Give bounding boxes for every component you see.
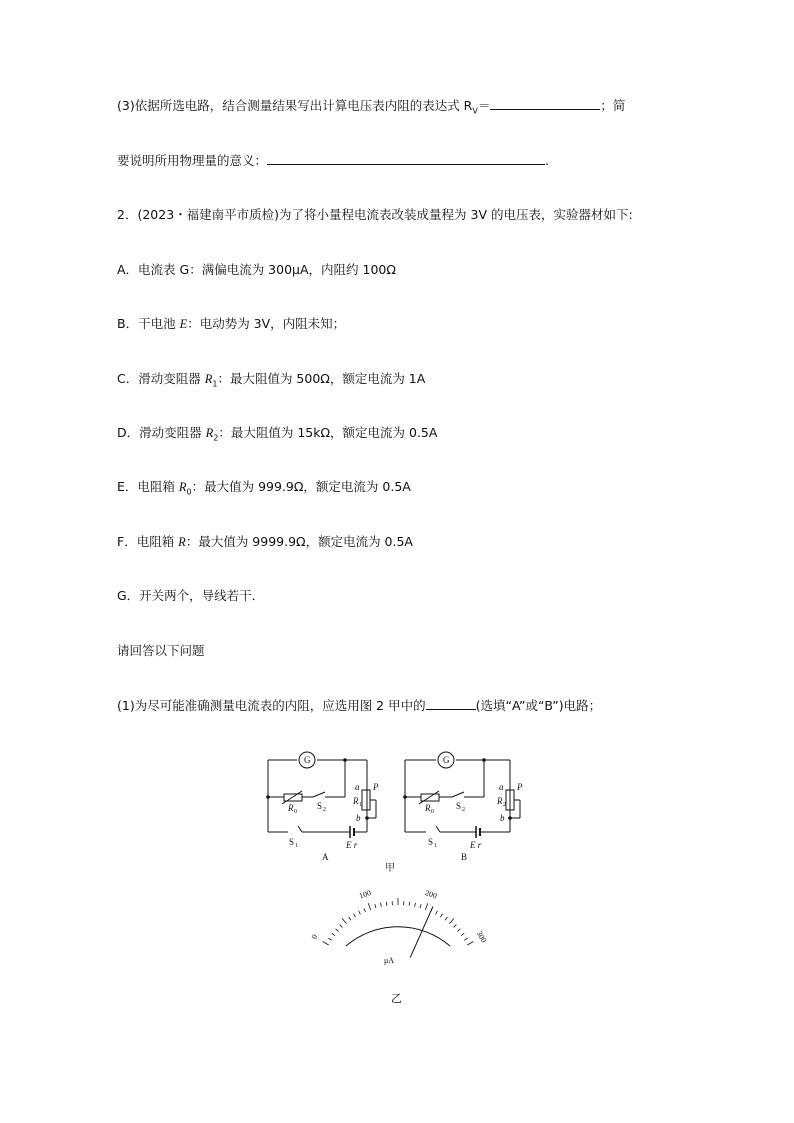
meter-tick (467, 942, 473, 946)
meter-tick (420, 904, 421, 908)
item-a: A．电流表 G：满偏电流为 300μA，内阻约 100Ω (117, 262, 396, 277)
q3b-line (117, 152, 549, 169)
label-yi: 乙 (391, 993, 402, 1005)
answer-blank-meaning[interactable] (267, 152, 545, 165)
circuit-figure (0, 740, 794, 1010)
item-f-post: ：最大值为 9999.9Ω，额定电流为 0.5A (185, 534, 413, 549)
q3-sub: V (472, 106, 478, 116)
label-r1: R (353, 796, 359, 806)
switch-s2-a-icon (313, 792, 325, 797)
label-r0-a-sub: 0 (294, 809, 297, 815)
ammeter-dial (346, 927, 450, 946)
item-c-sym: R (204, 372, 213, 386)
meter-tick (436, 911, 438, 915)
switch-s2-b-icon (452, 792, 464, 797)
label-s1-b-sub: 1 (434, 843, 437, 849)
meter-tick (349, 917, 351, 920)
label-r2-sub: 2 (503, 802, 506, 808)
label-a-a: a (355, 782, 360, 792)
label-s1-a: S (289, 837, 295, 847)
item-d-post: ：最大阻值为 15kΩ，额定电流为 0.5A (218, 425, 438, 440)
meter-tick (454, 925, 457, 928)
item-d-sub: 2 (213, 433, 219, 443)
item-e-post: ：最大值为 999.9Ω，额定电流为 0.5A (191, 479, 411, 494)
label-r2: R (497, 796, 503, 806)
item-f (117, 534, 413, 550)
meter-tick-label: 300 (474, 929, 489, 945)
q3-eq: ＝ (477, 98, 491, 113)
meter-tick-label: 100 (357, 888, 373, 901)
answer-blank-rv[interactable] (490, 97, 600, 110)
answer-blank-circuit[interactable] (426, 697, 476, 710)
meter-tick (386, 902, 387, 906)
item-b-pre: B．干电池 (117, 316, 180, 331)
label-s2-b: S (456, 801, 462, 811)
meter-tick (342, 918, 346, 923)
meter-tick (440, 914, 442, 917)
circuit-b (405, 752, 520, 838)
meter-tick (461, 933, 464, 935)
item-c (117, 371, 425, 393)
item-e (117, 479, 411, 501)
item-g: G．开关两个，导线若干． (117, 588, 265, 603)
label-p-b: P (517, 782, 523, 792)
meter-tick (449, 918, 453, 923)
label-s1-a-sub: 1 (295, 843, 298, 849)
meter-tick (353, 914, 355, 917)
item-b-sym: E (179, 317, 188, 331)
prompt: 请回答以下问题 (117, 643, 205, 658)
q3-end: ；简 (600, 98, 626, 113)
label-p-a: P (373, 782, 379, 792)
label-er-a: E r (346, 840, 358, 850)
item-c-pre: C．滑动变阻器 (117, 371, 205, 386)
label-a-b: a (499, 782, 504, 792)
meter-tick (375, 904, 376, 908)
meter-needle (410, 906, 433, 957)
meter-tick (328, 938, 331, 940)
switch-s1-a-icon (298, 826, 302, 832)
q3b-end: . (545, 153, 549, 168)
meter-tick (409, 902, 410, 906)
meter-arc (346, 927, 450, 946)
item-f-sym: R (178, 535, 186, 549)
label-jia: 甲 (385, 863, 395, 874)
circuit-a (268, 752, 376, 838)
meter-unit: μA (384, 956, 395, 965)
q1-post: (选填“A”或“B”)电路； (475, 698, 602, 713)
label-r0-a: R (288, 803, 294, 813)
meter-tick (340, 925, 343, 928)
item-b (117, 316, 345, 332)
meter-tick (336, 929, 339, 932)
meter-tick (381, 903, 382, 907)
item-e-pre: E．电阻箱 (117, 479, 179, 494)
q1-line (117, 697, 601, 714)
label-b-a: b (356, 813, 361, 823)
item-e-sym: R (178, 480, 187, 494)
label-r1-sub: 1 (359, 802, 362, 808)
label-circuit-b: B (461, 852, 468, 862)
meter-tick (323, 942, 329, 946)
resistor-r0-b-icon (421, 794, 439, 801)
label-circuit-a: A (322, 852, 329, 862)
label-s2-a: S (317, 801, 323, 811)
meter-tick-label: 200 (423, 888, 439, 901)
rheostat-r1-a-icon (362, 790, 370, 810)
item-d-sym: R (205, 426, 214, 440)
label-s2-b-sub: 2 (462, 807, 465, 813)
item-c-sub: 1 (212, 379, 218, 389)
meter-tick (457, 929, 460, 932)
meter-tick (445, 917, 447, 920)
item-b-post: ：电动势为 3V，内阻未知； (187, 316, 346, 331)
label-g-a: G (304, 755, 311, 765)
meter-tick (425, 903, 427, 910)
label-s1-b: S (428, 837, 434, 847)
meter-ticks (323, 898, 474, 945)
q2-title: 2．(2023・福建南平市质检)为了将小量程电流表改装成量程为 3V 的电压表，实验器材如下: (117, 207, 633, 222)
meter-tick (359, 911, 361, 915)
item-f-pre: F．电阻箱 (117, 534, 179, 549)
meter-tick (368, 903, 370, 910)
label-g-b: G (443, 755, 450, 765)
label-r0-b: R (425, 803, 431, 813)
q3-line (117, 97, 625, 120)
q1-pre: (1)为尽可能准确测量电流表的内阻，应选用图 2 甲中的 (117, 698, 426, 713)
meter-tick (464, 938, 467, 940)
item-d (117, 425, 437, 447)
meter-tick (332, 933, 335, 935)
item-c-post: ：最大阻值为 500Ω，额定电流为 1A (217, 371, 426, 386)
q3b-text: 要说明所用物理量的意义： (117, 153, 268, 168)
q3-text: (3)依据所选电路，结合测量结果写出计算电压表内阻的表达式 R (117, 98, 473, 113)
item-e-sub: 0 (186, 487, 192, 497)
label-b-b: b (500, 813, 505, 823)
meter-tick (415, 903, 416, 907)
meter-tick (364, 908, 366, 912)
switch-s1-b-icon (436, 826, 440, 832)
label-er-b: E r (470, 840, 482, 850)
meter-tick-label: 0 (309, 932, 320, 941)
label-r0-b-sub: 0 (431, 809, 434, 815)
item-d-pre: D．滑动变阻器 (117, 425, 206, 440)
resistor-r0-a-icon (284, 794, 302, 801)
label-s2-a-sub: 2 (323, 807, 326, 813)
